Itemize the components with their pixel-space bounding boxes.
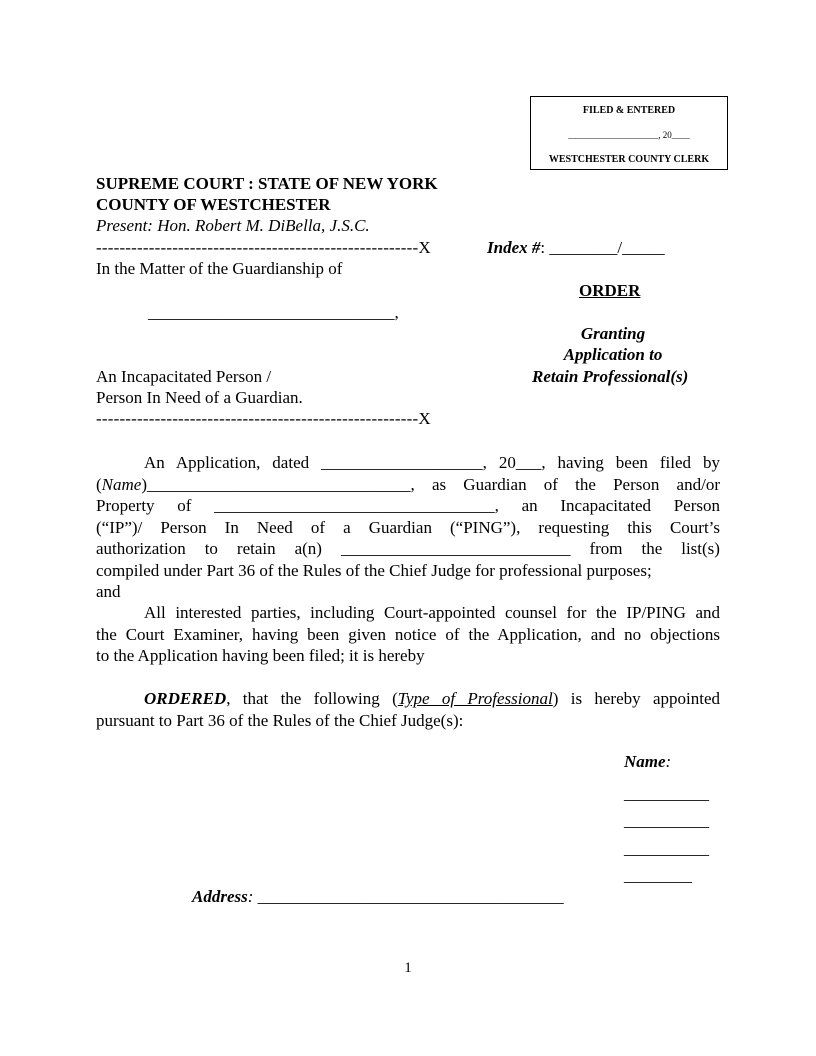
order-subtitle-2: Application to: [563, 345, 663, 364]
stamp-clerk: WESTCHESTER COUNTY CLERK: [548, 154, 710, 165]
ward-name-blank: _____________________________,: [148, 303, 399, 322]
p3-line-2: pursuant to Part 36 of the Rules of the Chief Judge(s):: [96, 710, 464, 730]
order-subtitle-3: Retain Professional(s): [532, 367, 689, 386]
address-label: Address: [192, 887, 248, 906]
p1-line-5: authorization to retain a(n) ___________________________ from the list(s): [96, 539, 720, 558]
index-label: Index #: [487, 238, 541, 257]
ping-line: Person In Need of a Guardian.: [96, 388, 303, 407]
applicant-name-label: Name: [101, 474, 142, 494]
name-blank-1: __________: [624, 784, 709, 803]
p1-line-7: and: [96, 582, 121, 601]
caption-top-dashline: -------------------------------------------------------X: [96, 238, 431, 257]
p1-line-3: Property of _________________________________, an Incapacitated Person: [96, 496, 720, 515]
presiding-judge: Present: Hon. Robert M. DiBella, J.S.C.: [96, 216, 370, 235]
notice-paragraph: [96, 602, 720, 667]
type-of-professional: Type of Professional: [397, 689, 553, 708]
stamp-date-blank: ____________________, 20____: [568, 130, 690, 140]
page-number: 1: [404, 960, 412, 976]
p1-line-6: compiled under Part 36 of the Rules of the Chief Judge for professional purposes;: [96, 560, 652, 580]
ordered-label: ORDERED: [144, 689, 227, 708]
p2-line-1: All interested parties, including Court-appointed counsel for the IP/PING and: [144, 603, 720, 622]
address-blank: ____________________________________: [257, 887, 564, 906]
order-subtitle-1: Granting: [580, 324, 646, 343]
order-title: ORDER: [579, 281, 641, 300]
court-name: SUPREME COURT : STATE OF NEW YORK: [96, 174, 438, 193]
filed-entered-stamp: [530, 96, 728, 170]
p2-line-2: the Court Examiner, having been given notice of the Application, and no objections: [96, 624, 720, 644]
application-paragraph: [96, 452, 720, 603]
ordered-paragraph: [96, 688, 720, 731]
p1-line-4: (“IP”)/ Person In Need of a Guardian (“PING”), requesting this Court’s: [96, 517, 720, 537]
p1-line-1: An Application, dated ___________________, 20___, having been filed by: [144, 453, 720, 472]
index-number: [487, 238, 665, 258]
name-blank-3: __________: [624, 839, 709, 858]
matter-line: In the Matter of the Guardianship of: [96, 259, 343, 278]
stamp-title: FILED & ENTERED: [582, 105, 676, 116]
name-blank-4: ________: [624, 866, 692, 885]
index-value: : ________/_____: [540, 238, 665, 257]
address-line: Address: ____________________________________: [192, 887, 564, 906]
name-blank-2: __________: [624, 811, 709, 830]
incapacitated-person-line: An Incapacitated Person /: [96, 367, 272, 386]
p1-line-2: (Name)_______________________________, as Guardian of the Person and/or: [96, 474, 720, 494]
name-label: Name:: [624, 752, 672, 771]
caption-bottom-dashline: -------------------------------------------------------X: [96, 409, 431, 428]
p2-line-3: to the Application having been filed; it is hereby: [96, 646, 425, 665]
county-name: COUNTY OF WESTCHESTER: [96, 195, 331, 214]
p3-line-1: ORDERED, that the following (Type of Professional) is hereby appointed: [144, 689, 720, 708]
